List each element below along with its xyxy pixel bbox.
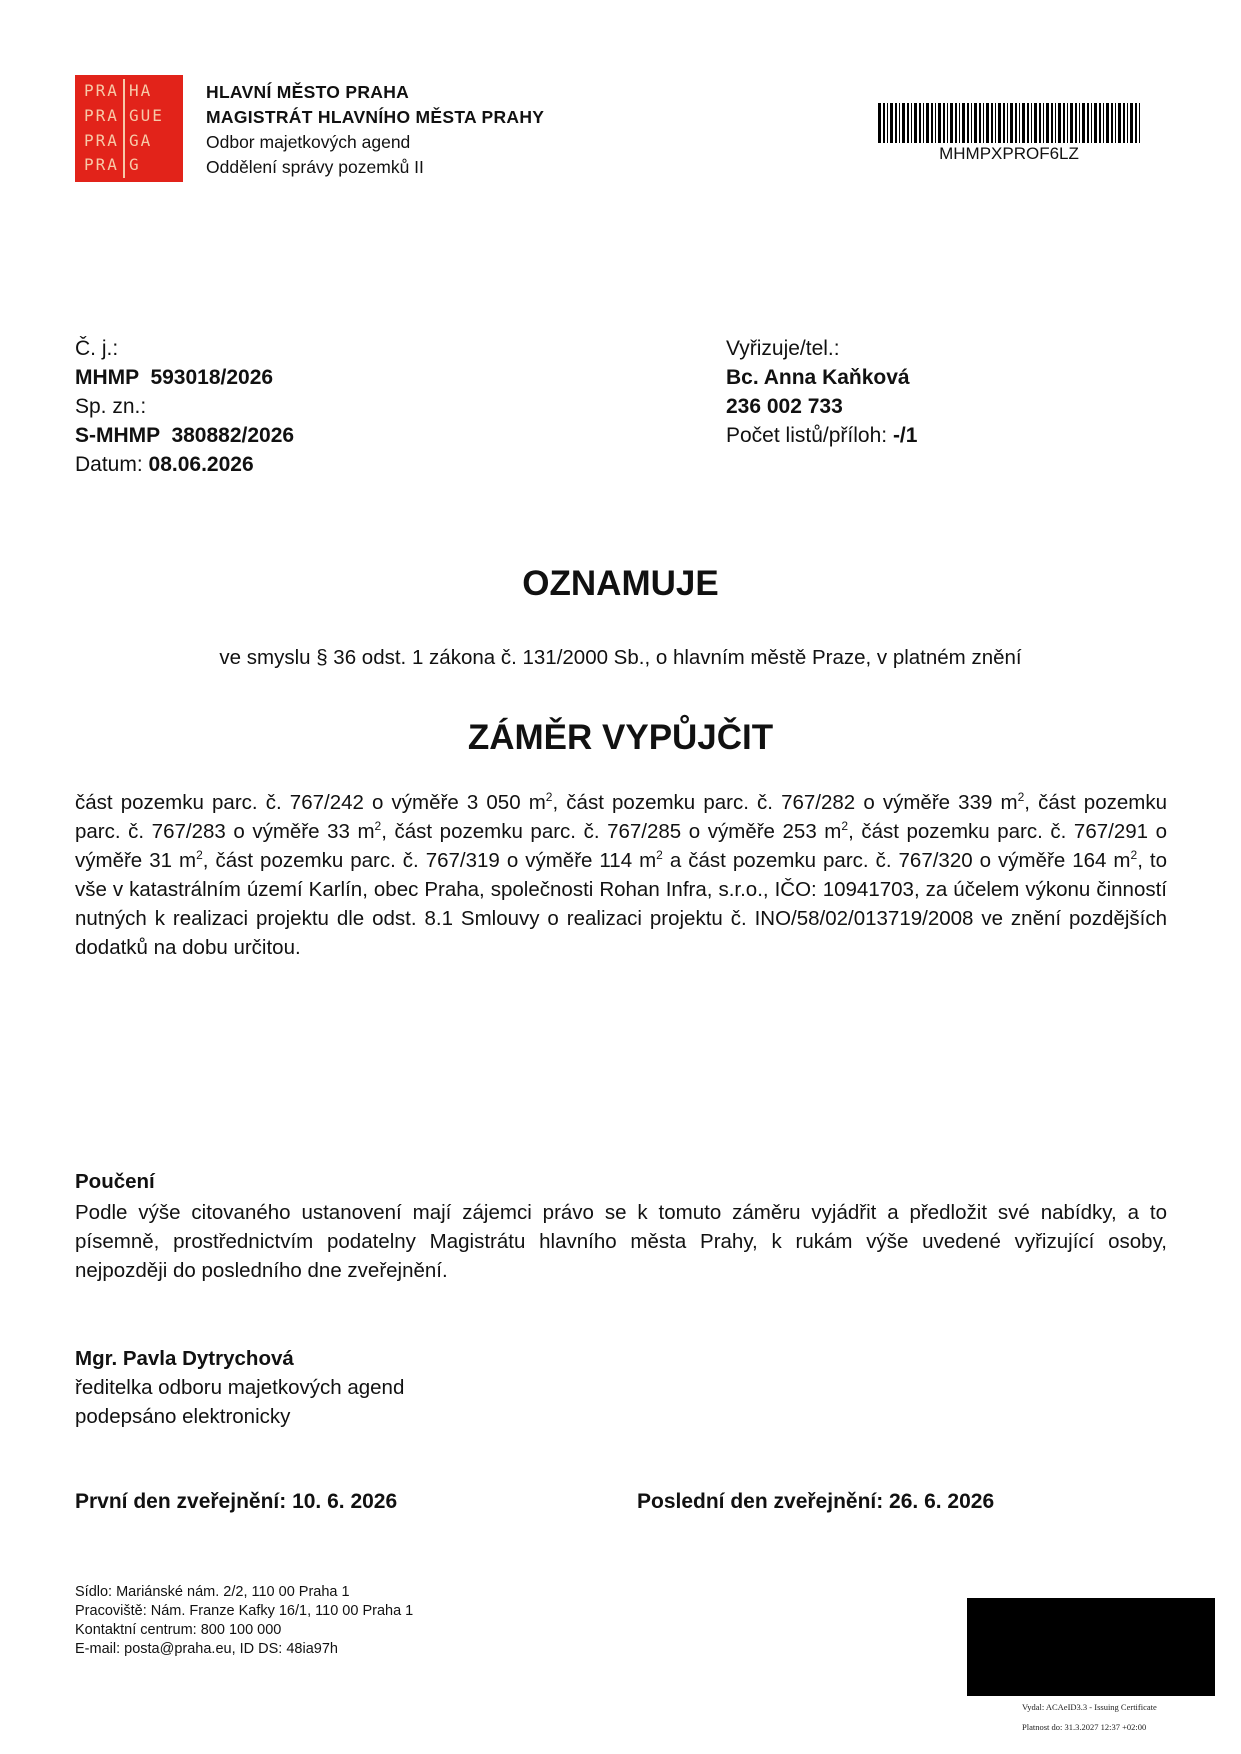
- body-part: , část pozemku parc. č. 767/282 o výměře 339 m: [552, 791, 1018, 814]
- barcode-bar: [1058, 103, 1061, 143]
- barcode-bar: [1106, 103, 1109, 143]
- header-magistrate: MAGISTRÁT HLAVNÍHO MĚSTA PRAHY: [206, 107, 545, 127]
- intent-title: ZÁMĚR VYPŮJČIT: [467, 718, 774, 757]
- logo-cell: G: [123, 153, 183, 178]
- barcode-bar: [995, 103, 996, 143]
- reference-block: [75, 334, 294, 479]
- header-department: Odbor majetkových agend: [206, 132, 411, 152]
- header-section: Oddělení správy pozemků II: [206, 157, 424, 177]
- barcode-bar: [1010, 103, 1013, 143]
- first-publication-day: První den zveřejnění: 10. 6. 2026: [75, 1490, 398, 1513]
- barcode-bar: [883, 103, 885, 143]
- barcode-bar: [983, 103, 984, 143]
- barcode-bar: [1003, 103, 1005, 143]
- barcode-bar: [1094, 103, 1097, 143]
- footer-address: [75, 1583, 413, 1659]
- signatory-role: ředitelka odboru majetkových agend: [75, 1376, 405, 1399]
- main-title: OZNAMUJE: [522, 564, 719, 603]
- barcode-bar: [1115, 103, 1116, 143]
- barcode-bar: [895, 103, 897, 143]
- barcode-bar: [907, 103, 909, 143]
- body-part: a část pozemku parc. č. 767/320 o výměře 164 m: [662, 849, 1131, 872]
- barcode-bar: [1055, 103, 1056, 143]
- sup-2: 2: [196, 848, 203, 863]
- barcode-bar: [1082, 103, 1085, 143]
- signature-block: [75, 1344, 404, 1431]
- barcode-bar: [991, 103, 993, 143]
- logo-cell: PRA: [84, 81, 119, 100]
- barcode-bar: [1139, 103, 1140, 143]
- barcode-bar: [943, 103, 945, 143]
- certificate-issuer: Vydal: ACAeID3.3 - Issuing Certificate: [1022, 1702, 1157, 1712]
- barcode-code: MHMPXPROF6LZ: [939, 144, 1079, 163]
- header-city: HLAVNÍ MĚSTO PRAHA: [206, 82, 410, 102]
- contact-name: Bc. Anna Kaňková: [726, 366, 910, 389]
- praha-logo: [75, 75, 183, 182]
- sup-2: 2: [656, 848, 663, 863]
- barcode-bar: [979, 103, 981, 143]
- sup-2: 2: [545, 790, 553, 805]
- logo-cell: HA: [123, 79, 183, 104]
- barcode-bar: [931, 103, 933, 143]
- certificate-validity: Platnost do: 31.3.2027 12:37 +02:00: [1022, 1722, 1147, 1732]
- barcode-bar: [1111, 103, 1113, 143]
- footer-contact-center: Kontaktní centrum: 800 100 000: [75, 1622, 282, 1638]
- logo-cell: PRA: [84, 105, 119, 125]
- datum-row: [75, 450, 294, 479]
- barcode-bar: [1031, 103, 1032, 143]
- barcode-bar: [1019, 103, 1020, 143]
- cj-label: Č. j.:: [75, 337, 119, 360]
- body-part: , část pozemku parc. č. 767/319 o výměře 114 m: [202, 849, 657, 872]
- body-part: , část pozemku parc. č. 767/283 o výměře 33 m: [75, 791, 1167, 843]
- barcode-bar: [1063, 103, 1065, 143]
- barcode-bar: [962, 103, 965, 143]
- sup-2: 2: [841, 819, 849, 834]
- barcode-bar: [998, 103, 1001, 143]
- signatory-name: Mgr. Pavla Dytrychová: [75, 1347, 294, 1370]
- footer-email: E-mail: posta@praha.eu, ID DS: 48ia97h: [75, 1641, 338, 1657]
- barcode-bar: [986, 103, 989, 143]
- sup-2: 2: [1017, 790, 1025, 805]
- barcode-bar: [1075, 103, 1077, 143]
- barcode-bar: [1135, 103, 1137, 143]
- notice-body: [75, 788, 1167, 962]
- barcode-bar: [1079, 103, 1080, 143]
- barcode-bar: [938, 103, 941, 143]
- body-part: , to vše v katastrálním území Karlín, obec Praha, společnosti Rohan Infra, s.r.o., IČO: 10941703, za účelem výkonu činností nutných k realizaci projektu dle odst. 8.1 Smlouvy o realizaci projektu č. INO/58/02/013719/2008 ve znění pozdějších dodatků na dobu určitou.: [75, 849, 1167, 959]
- barcode-bar: [967, 103, 969, 143]
- barcode-bar: [1127, 103, 1128, 143]
- barcode-bar: [878, 103, 881, 143]
- barcode-bar: [1015, 103, 1017, 143]
- footer-workplace: Pracoviště: Nám. Franze Kafky 16/1, 110 00 Praha 1: [75, 1603, 414, 1619]
- sup-2: 2: [374, 819, 382, 834]
- barcode-bar: [955, 103, 957, 143]
- pocet-label: Počet listů/příloh:: [726, 424, 888, 447]
- barcode-bar: [1118, 103, 1121, 143]
- footer-seat: Sídlo: Mariánské nám. 2/2, 110 00 Praha 1: [75, 1584, 350, 1600]
- institution-header: [206, 80, 544, 180]
- barcode-bar: [935, 103, 936, 143]
- barcode-image: [878, 103, 1140, 143]
- cj-value: MHMP 593018/2026: [75, 366, 274, 389]
- barcode-bar: [1070, 103, 1073, 143]
- barcode-bar: [1046, 103, 1049, 143]
- pocet-row: [726, 421, 917, 450]
- spzn-value: S-MHMP 380882/2026: [75, 424, 295, 447]
- barcode-bar: [1130, 103, 1133, 143]
- barcode-bar: [914, 103, 917, 143]
- barcode-bar: [1087, 103, 1089, 143]
- barcode-bar: [1007, 103, 1008, 143]
- barcode-bar: [1051, 103, 1053, 143]
- instruction-title: Poučení: [75, 1170, 155, 1193]
- vyrizuje-label: Vyřizuje/tel.:: [726, 337, 840, 360]
- barcode-bar: [899, 103, 900, 143]
- barcode-bar: [974, 103, 977, 143]
- legal-basis: ve smyslu § 36 odst. 1 zákona č. 131/2000 Sb., o hlavním městě Praze, v platném znění: [219, 646, 1022, 669]
- logo-cell: GA: [123, 129, 183, 154]
- body-part: část pozemku parc. č. 767/242 o výměře 3 050 m: [75, 791, 546, 814]
- barcode-bar: [1034, 103, 1037, 143]
- signature-stamp-redacted: [967, 1598, 1215, 1696]
- signature-note: podepsáno elektronicky: [75, 1405, 291, 1428]
- barcode-bar: [947, 103, 948, 143]
- barcode-bar: [950, 103, 953, 143]
- datum-value: 08.06.2026: [148, 453, 254, 476]
- barcode-bar: [1123, 103, 1125, 143]
- logo-cell: GUE: [123, 104, 183, 129]
- barcode-bar: [926, 103, 929, 143]
- barcode-bar: [923, 103, 924, 143]
- barcode-bar: [971, 103, 972, 143]
- barcode-bar: [902, 103, 905, 143]
- barcode-bar: [1091, 103, 1092, 143]
- barcode-bar: [1099, 103, 1101, 143]
- barcode-bar: [890, 103, 893, 143]
- barcode-bar: [919, 103, 921, 143]
- barcode-bar: [1027, 103, 1029, 143]
- instruction-text: Podle výše citovaného ustanovení mají zájemci právo se k tomuto záměru vyjádřit a předložit své nabídky, a to písemně, prostřednictvím podatelny Magistrátu hlavního města Prahy, k rukám výše uvedené vyřizující osoby, nejpozději do posledního dne zveřejnění.: [75, 1201, 1167, 1282]
- body-part: , část pozemku parc. č. 767/291 o výměře 31 m: [75, 820, 1167, 872]
- spzn-label: Sp. zn.:: [75, 395, 147, 418]
- contact-phone: 236 002 733: [726, 395, 843, 418]
- datum-label: Datum:: [75, 453, 143, 476]
- barcode-bar: [959, 103, 960, 143]
- last-publication-day: Poslední den zveřejnění: 26. 6. 2026: [637, 1490, 995, 1513]
- contact-block: [726, 334, 917, 450]
- barcode-bar: [1103, 103, 1104, 143]
- barcode-bar: [1067, 103, 1068, 143]
- pocet-value: -/1: [892, 424, 918, 447]
- barcode-bar: [1043, 103, 1044, 143]
- sup-2: 2: [1130, 848, 1138, 863]
- body-part: , část pozemku parc. č. 767/285 o výměře 253 m: [381, 820, 842, 843]
- logo-cell: PRA: [84, 130, 119, 150]
- logo-cell: PRA: [84, 155, 119, 175]
- barcode-bar: [1022, 103, 1025, 143]
- barcode-bar: [1039, 103, 1041, 143]
- barcode-bar: [887, 103, 888, 143]
- barcode-bar: [911, 103, 912, 143]
